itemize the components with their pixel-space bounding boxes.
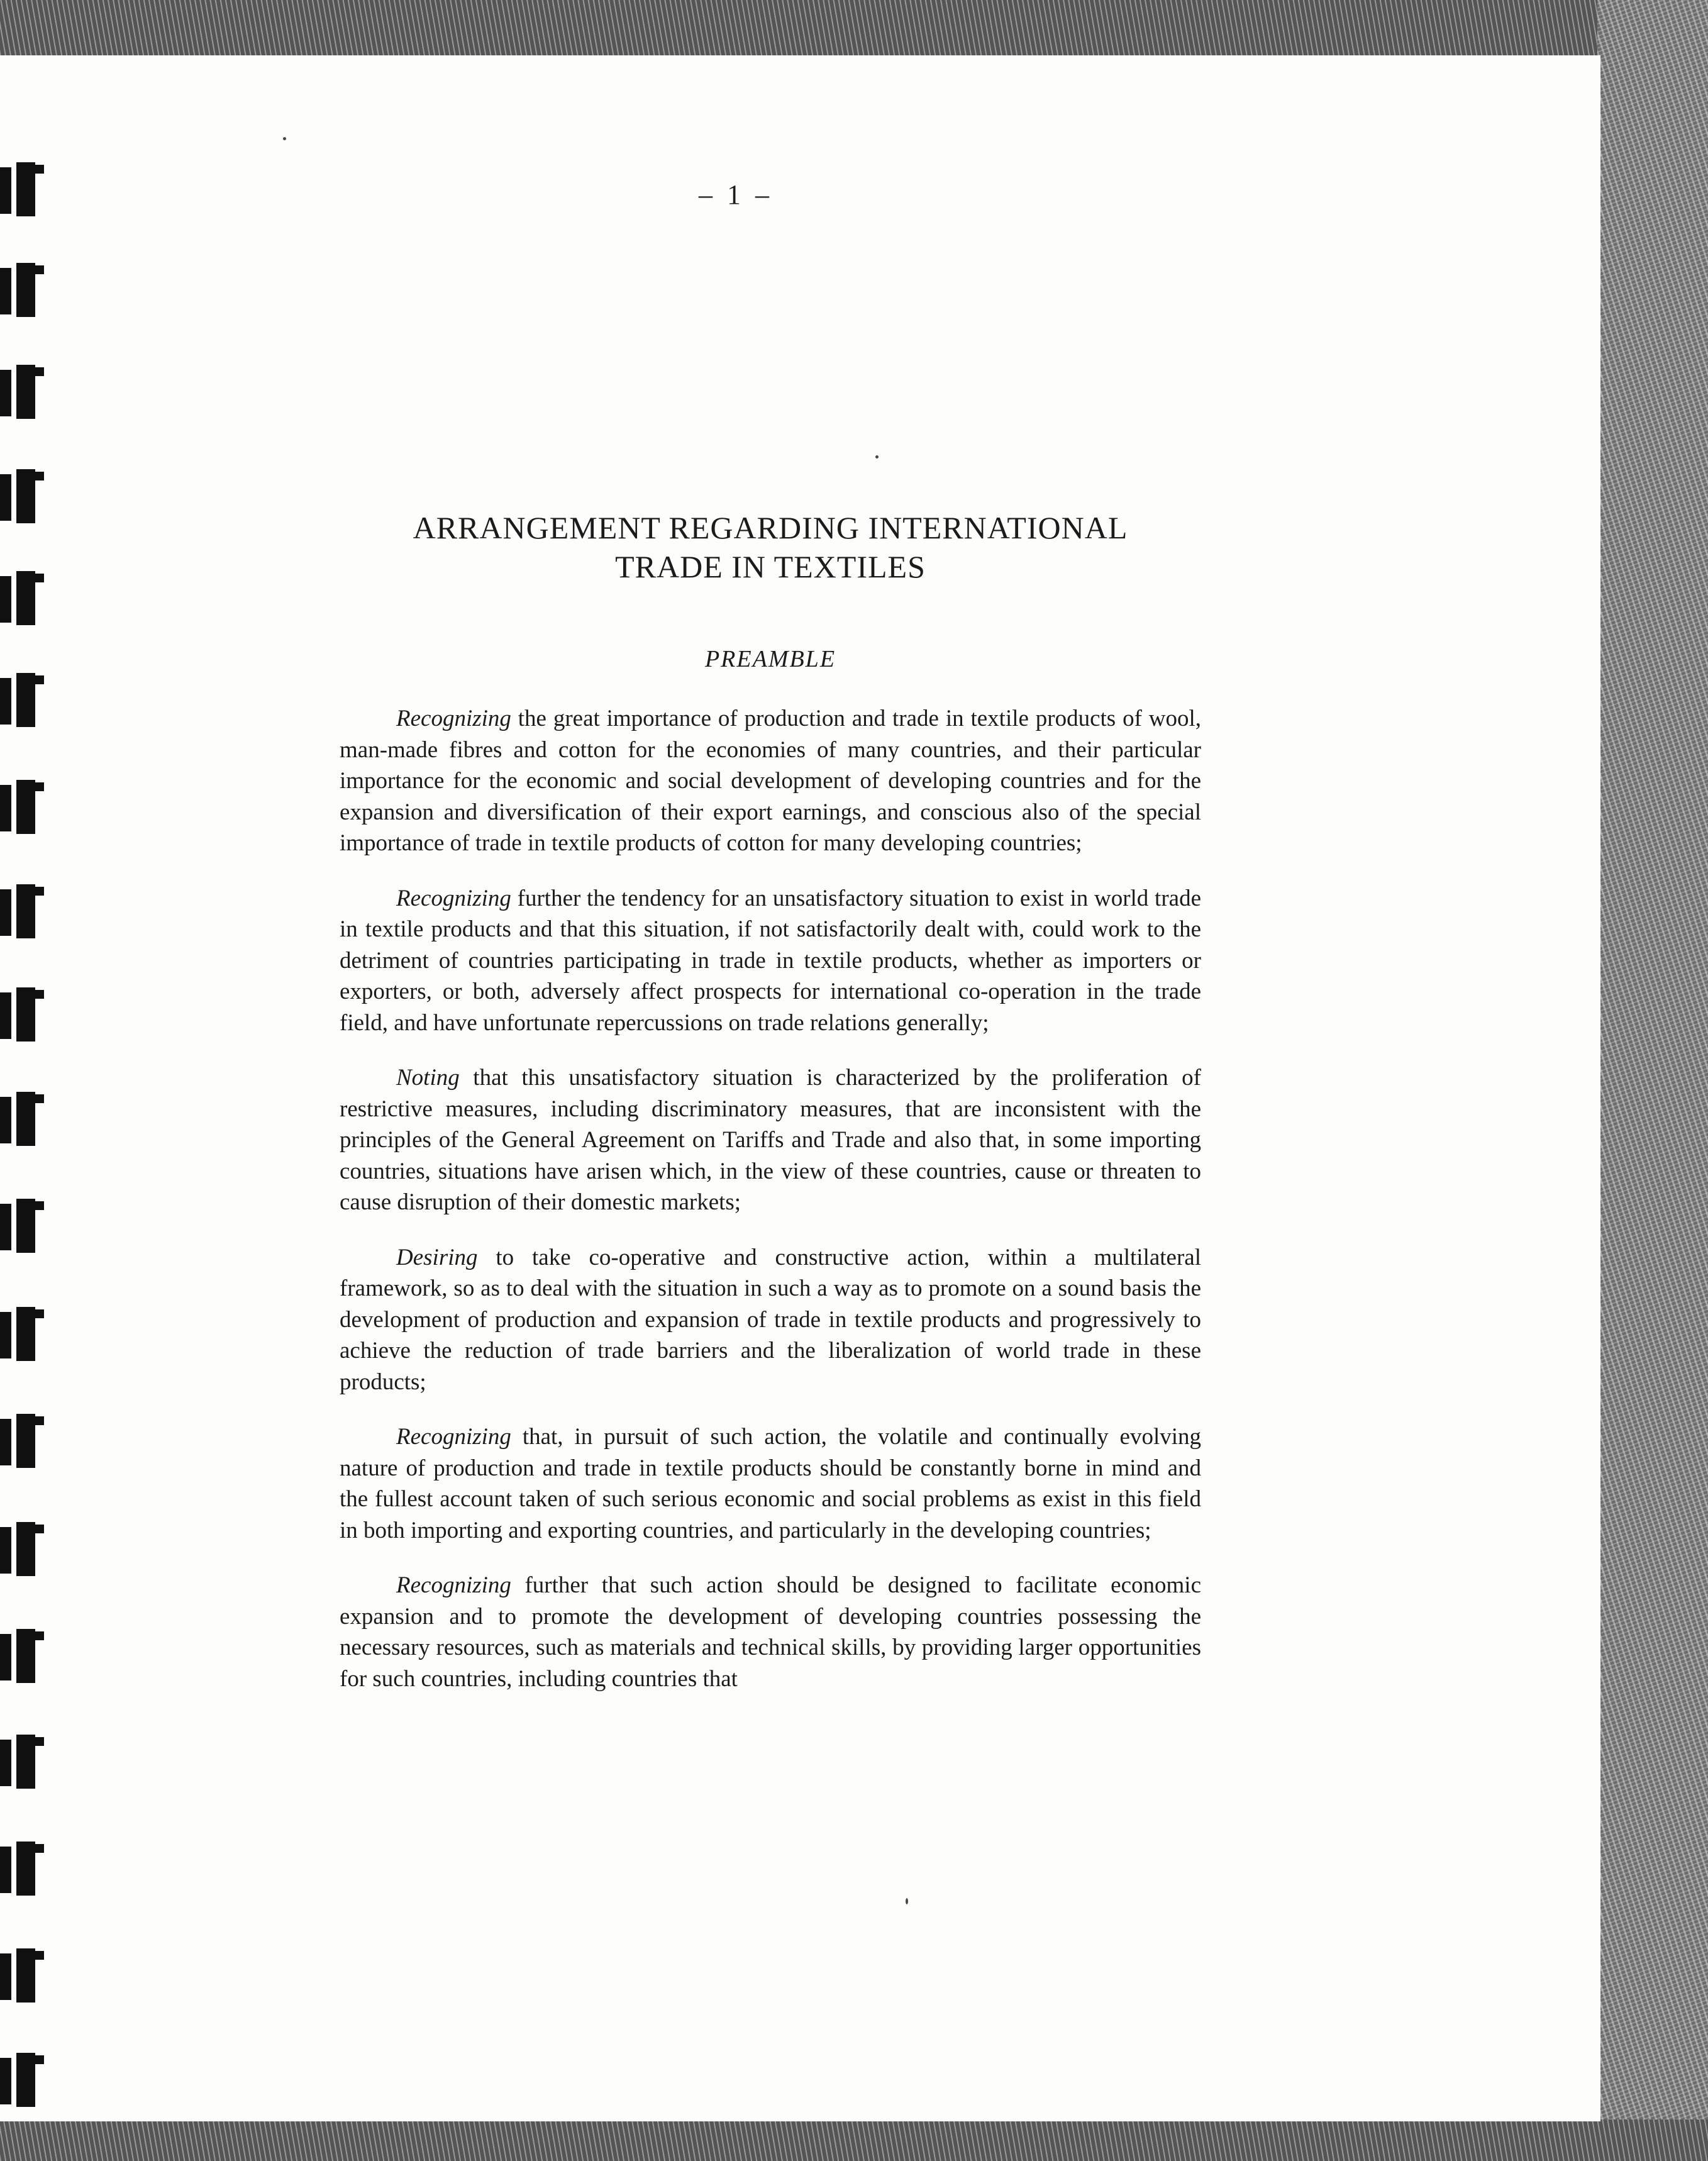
binding-ring xyxy=(0,571,45,625)
paragraph-lead: Desiring xyxy=(396,1244,478,1270)
title-line-2: TRADE IN TEXTILES xyxy=(615,549,926,584)
binding-ring xyxy=(0,1842,45,1896)
title-line-1: ARRANGEMENT REGARDING INTERNATIONAL xyxy=(413,510,1128,545)
preamble-body xyxy=(340,703,1201,1718)
binding-ring xyxy=(0,1948,45,2003)
binding-ring xyxy=(0,884,45,938)
scan-speck xyxy=(283,137,286,140)
paragraph xyxy=(340,1570,1201,1694)
binding-ring xyxy=(0,780,45,834)
paragraph-text: further that such action should be designed to facilitate economic expansion and to promote the development of developing countries possessing the necessary resources, such as materials and technical skills, by providing larger opportunities for such countries, including countries that xyxy=(340,1572,1201,1692)
binding-ring xyxy=(0,469,45,523)
paragraph-text: that this unsatisfactory situation is characterized by the proliferation of restrictive measures, including discriminatory measures, that are inconsistent with the principles of the General Agreement on Tariffs and Trade and also that, in some importing countries, situations have arisen which, in the view of these countries, cause or threaten to cause disruption of their domestic markets; xyxy=(340,1065,1201,1215)
binding-ring xyxy=(0,263,45,317)
paragraph xyxy=(340,703,1201,859)
paragraph-text: further the tendency for an unsatisfactory situation to exist in world trade in textile products and that this situation, if not satisfactorily dealt with, could work to the detriment of countries participating in trade in textile products, whether as importers or exporters, or both, adversely affect prospects for international co-operation in the trade field, and have unfortunate repercussions on trade relations generally; xyxy=(340,885,1201,1036)
scan-bottom-edge xyxy=(0,2119,1708,2161)
section-heading: PREAMBLE xyxy=(704,646,836,672)
binding-ring xyxy=(0,1092,45,1146)
spiral-binding xyxy=(0,162,57,2112)
binding-ring xyxy=(0,1735,45,1789)
paragraph-text: the great importance of production and trade in textile products of wool, man-made fibres and cotton for the economies of many countries, and their particular importance for the economic and social development of developing countries and for the expansion and diversification of their export earnings, and conscious also of the special importance of trade in textile products of cotton for many developing countries; xyxy=(340,706,1201,856)
binding-ring xyxy=(0,1199,45,1253)
document-page xyxy=(0,55,1600,2121)
binding-ring xyxy=(0,1307,45,1361)
binding-ring xyxy=(0,365,45,419)
binding-ring xyxy=(0,1629,45,1683)
paragraph xyxy=(340,1421,1201,1546)
binding-ring xyxy=(0,2053,45,2107)
paragraph-lead: Recognizing xyxy=(396,706,511,731)
binding-ring xyxy=(0,987,45,1042)
paragraph-lead: Recognizing xyxy=(396,1572,511,1598)
paragraph xyxy=(340,1062,1201,1218)
document-title xyxy=(340,508,1201,586)
paragraph-text: to take co-operative and constructive action, within a multilateral framework, so as to deal with the situation in such a way as to promote on a sound basis the development of production and expansion of trade in textile products and progressively to achieve the reduction of trade barriers and the liberalization of world trade in these products; xyxy=(340,1244,1201,1395)
scan-top-edge xyxy=(0,0,1708,57)
paragraph xyxy=(340,883,1201,1039)
scan-speck xyxy=(875,455,879,458)
scan-speck xyxy=(906,1898,908,1904)
paragraph-text: that, in pursuit of such action, the volatile and continually evolving nature of production and trade in textile products should be constantly borne in mind and the fullest account taken of such serious economic and social problems as exist in this field in both importing and exporting countries, and particularly in the developing countries; xyxy=(340,1424,1201,1543)
paragraph-lead: Noting xyxy=(396,1065,460,1091)
binding-ring xyxy=(0,1414,45,1468)
scan-right-edge xyxy=(1597,0,1708,2161)
binding-ring xyxy=(0,673,45,727)
binding-ring xyxy=(0,162,45,216)
paragraph-lead: Recognizing xyxy=(396,885,511,911)
paragraph xyxy=(340,1242,1201,1398)
page-number: – 1 – xyxy=(699,179,773,210)
paragraph-lead: Recognizing xyxy=(396,1424,511,1450)
binding-ring xyxy=(0,1522,45,1576)
